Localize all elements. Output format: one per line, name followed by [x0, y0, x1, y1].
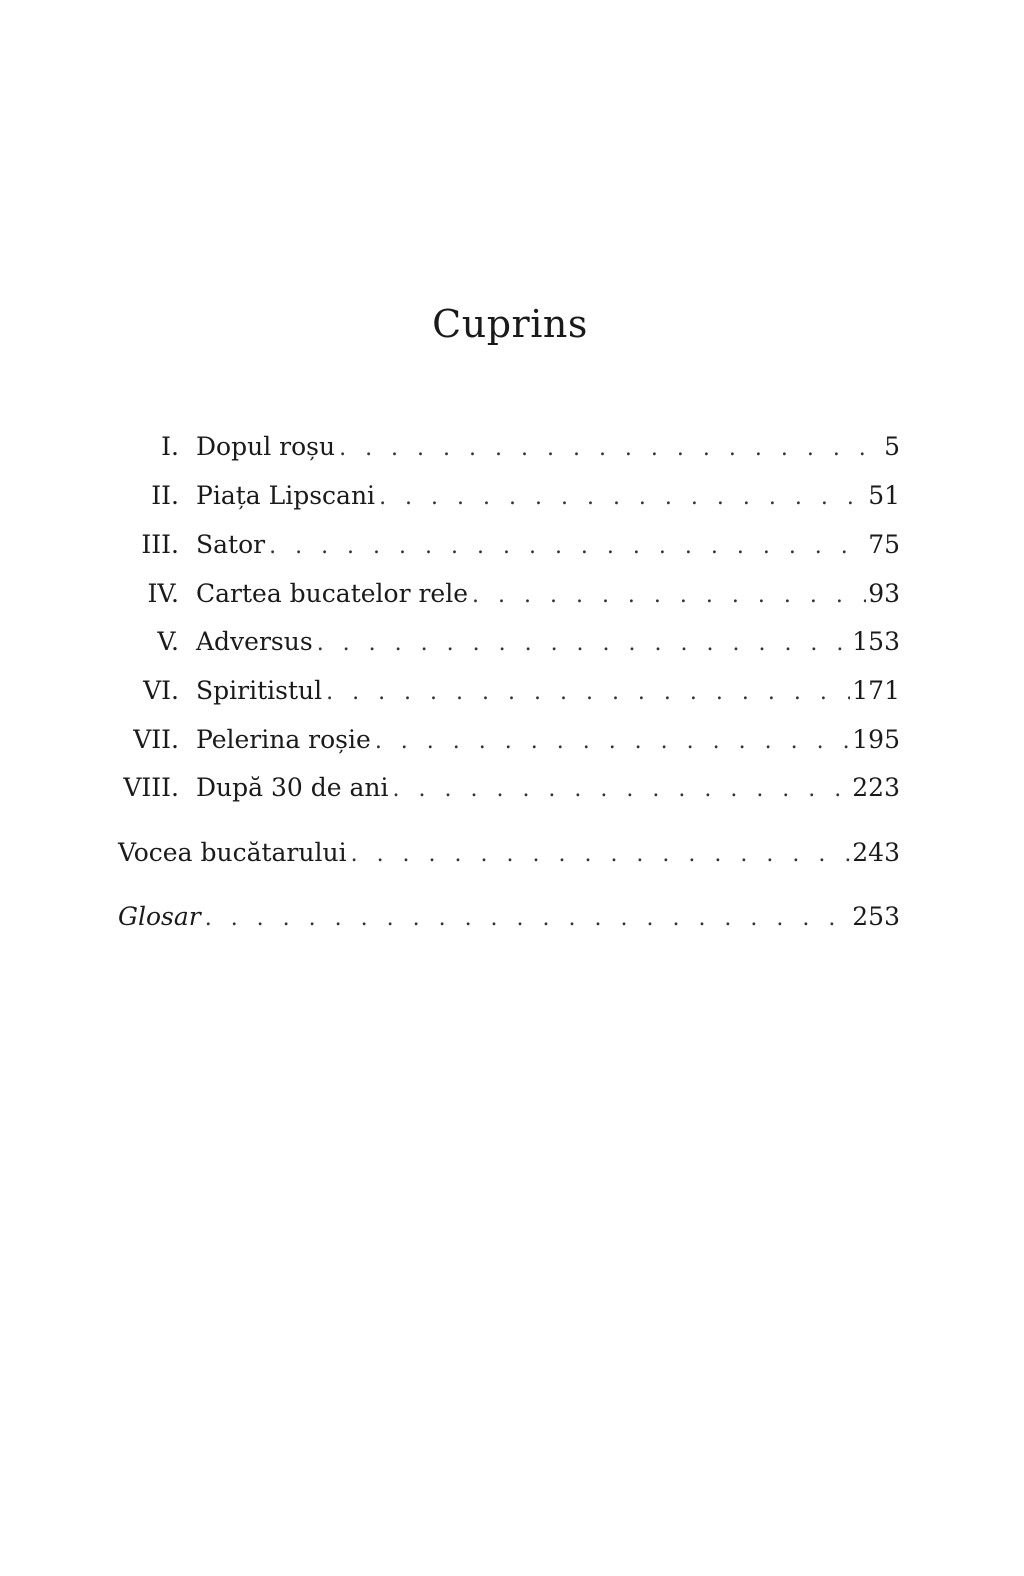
- page-number: 153: [850, 625, 900, 659]
- section-title: Glosar: [118, 900, 205, 934]
- dot-leader: [269, 530, 866, 564]
- chapter-title: Dopul roșu: [196, 430, 339, 464]
- toc-entry-chapter-2[interactable]: [0, 479, 1024, 513]
- chapter-numeral: II.: [151, 481, 179, 510]
- toc-entry-vocea-bucatarului[interactable]: [0, 836, 1024, 870]
- page-title: Cuprins: [432, 302, 588, 346]
- chapter-title: Cartea bucatelor rele: [196, 577, 472, 611]
- chapter-title: Spiritistul: [196, 674, 326, 708]
- chapter-title: Adversus: [196, 625, 317, 659]
- dot-leader: [339, 432, 882, 466]
- chapter-title: Piața Lipscani: [196, 479, 379, 513]
- toc-entry-chapter-6[interactable]: [0, 674, 1024, 708]
- toc-entry-chapter-7[interactable]: [0, 723, 1024, 757]
- chapter-numeral: V.: [157, 627, 179, 656]
- dot-leader: [326, 676, 850, 710]
- toc-entry-chapter-1[interactable]: [0, 430, 1024, 464]
- toc-entry-chapter-5[interactable]: [0, 625, 1024, 659]
- dot-leader: [379, 481, 866, 515]
- dot-leader: [351, 838, 851, 872]
- chapter-numeral: VI.: [143, 676, 179, 705]
- dot-leader: [393, 773, 851, 807]
- page-number: 5: [882, 430, 900, 464]
- page-number: 195: [850, 723, 900, 757]
- dot-leader: [205, 902, 851, 936]
- chapter-title: După 30 de ani: [196, 771, 393, 805]
- toc-entry-chapter-3[interactable]: [0, 528, 1024, 562]
- chapter-title: Sator: [196, 528, 269, 562]
- page-number: 171: [850, 674, 900, 708]
- page-number: 51: [866, 479, 900, 513]
- chapter-numeral: III.: [141, 530, 179, 559]
- page-number: 243: [850, 836, 900, 870]
- page-number: 223: [850, 771, 900, 805]
- chapter-numeral: IV.: [147, 579, 179, 608]
- toc-entry-glosar[interactable]: [0, 900, 1024, 934]
- page-number: 253: [850, 900, 900, 934]
- page-number: 93: [866, 577, 900, 611]
- toc-entry-chapter-4[interactable]: [0, 577, 1024, 611]
- page-number: 75: [866, 528, 900, 562]
- dot-leader: [472, 579, 866, 613]
- section-title: Vocea bucătarului: [118, 836, 351, 870]
- chapter-numeral: VIII.: [123, 773, 179, 802]
- dot-leader: [375, 725, 850, 759]
- chapter-numeral: VII.: [133, 725, 179, 754]
- dot-leader: [317, 627, 851, 661]
- chapter-title: Pelerina roșie: [196, 723, 375, 757]
- chapter-numeral: I.: [161, 432, 179, 461]
- toc-entry-chapter-8[interactable]: [0, 771, 1024, 805]
